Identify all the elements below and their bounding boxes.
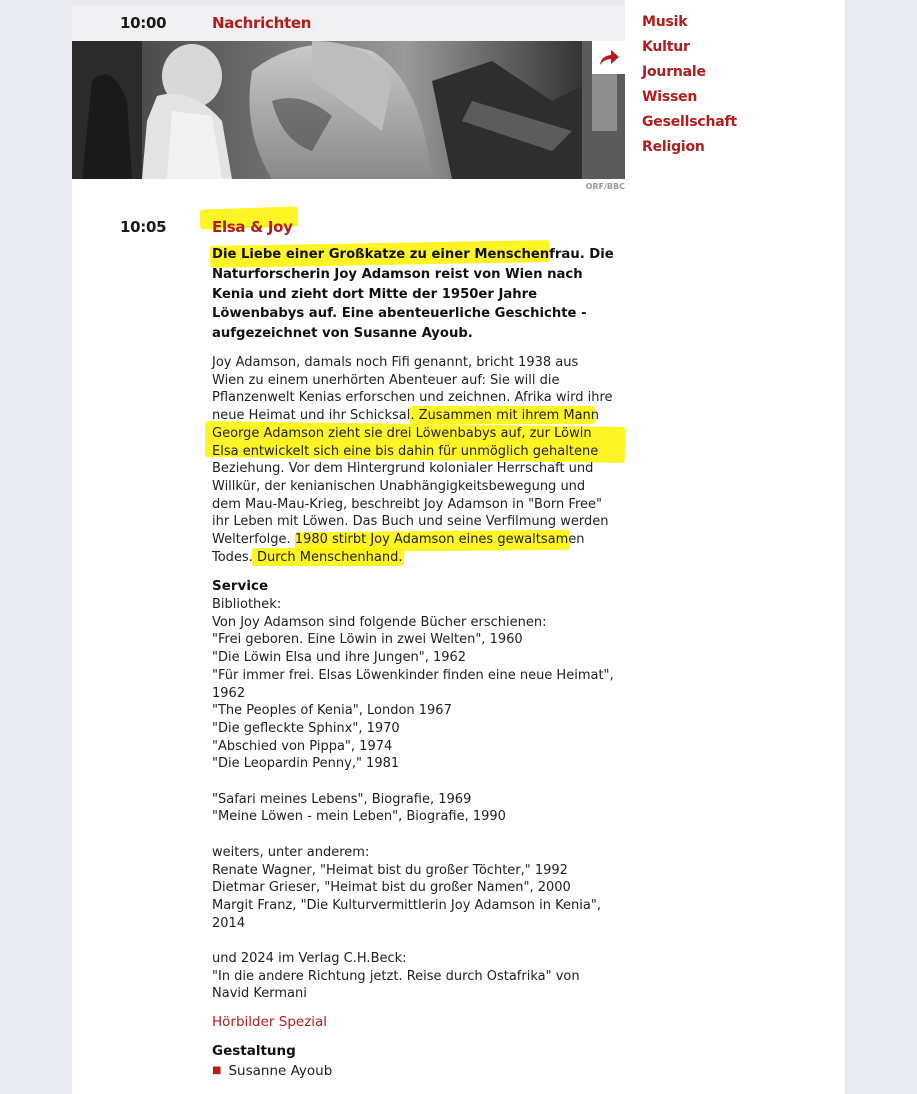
sidebar-nav: [642, 10, 737, 160]
body-line: Wien zu einem unerhörten Abenteuer auf: Sie will die: [212, 372, 560, 388]
service-spacer: [212, 826, 617, 844]
body-line: Elsa entwickelt sich eine bis dahin für unmöglich gehaltene: [212, 443, 599, 459]
service-line: 1962: [212, 685, 246, 701]
schedule-title-link[interactable]: Elsa & Joy: [212, 218, 293, 236]
article-body: [212, 354, 617, 566]
service-line: "Frei geboren. Eine Löwin in zwei Welten", 1960: [212, 632, 523, 648]
article-lead: Die Liebe einer Großkatze zu einer Menschenfrau. Die Naturforscherin Joy Adamson reist von Wien nach Kenia und zieht dort Mitte der 1950er Jahre Löwenbabys auf. Eine abenteuerliche Geschichte - aufgezeichnet von Susanne Ayoub.: [212, 247, 614, 342]
service-line: "Die Leopardin Penny," 1981: [212, 756, 400, 772]
service-line: "Die Löwin Elsa und ihre Jungen", 1962: [212, 650, 467, 666]
share-arrow-icon: [598, 49, 620, 67]
gestaltung-item: [212, 1063, 332, 1079]
service-line: "Safari meines Lebens", Biografie, 1969: [212, 791, 472, 807]
body-line: dem Mau-Mau-Krieg, beschreibt Joy Adamson in "Born Free": [212, 496, 602, 512]
bullet-icon: ■: [212, 1065, 222, 1076]
hero-image: [72, 41, 625, 179]
service-line: "Die gefleckte Sphinx", 1970: [212, 720, 400, 736]
sidebar-item-journale[interactable]: Journale: [642, 64, 706, 80]
service-line: 2014: [212, 915, 246, 931]
service-line: "Für immer frei. Elsas Löwenkinder finden eine neue Heimat",: [212, 667, 614, 683]
service-list: [212, 596, 617, 1003]
image-credit: ORF/BBC: [585, 182, 625, 191]
service-spacer: [212, 932, 617, 950]
sidebar-item-wissen[interactable]: Wissen: [642, 89, 698, 105]
sidebar-item-kultur[interactable]: Kultur: [642, 39, 690, 55]
body-line: neue Heimat und ihr Schicksal. Zusammen mit ihrem Mann: [212, 408, 600, 424]
hoerbilder-link[interactable]: Hörbilder Spezial: [212, 1014, 328, 1030]
body-line: Welterfolge. 1980 stirbt Joy Adamson eines gewaltsamen: [212, 532, 585, 548]
service-line: Bibliothek:: [212, 597, 282, 612]
author-name: Susanne Ayoub: [228, 1063, 333, 1079]
service-line: "In die andere Richtung jetzt. Reise durch Ostafrika" von: [212, 968, 580, 984]
service-line: "Abschied von Pippa", 1974: [212, 738, 393, 754]
schedule-time: 10:00: [120, 14, 167, 32]
share-arrow-button[interactable]: [592, 41, 625, 74]
service-line: Dietmar Grieser, "Heimat bist du großer Namen", 2000: [212, 880, 571, 896]
service-line: Von Joy Adamson sind folgende Bücher erschienen:: [212, 614, 547, 630]
service-line: "Meine Löwen - mein Leben", Biografie, 1990: [212, 809, 506, 825]
body-line: ihr Leben mit Löwen. Das Buch und seine Verfilmung werden: [212, 514, 609, 530]
service-line: und 2024 im Verlag C.H.Beck:: [212, 951, 407, 967]
service-spacer: [212, 773, 617, 791]
service-line: Renate Wagner, "Heimat bist du großer Töchter," 1992: [212, 862, 568, 878]
service-line: Navid Kermani: [212, 986, 307, 1002]
sidebar-item-religion[interactable]: Religion: [642, 139, 705, 155]
body-line: Joy Adamson, damals noch Fifi genannt, bricht 1938 aus: [212, 355, 579, 370]
service-line: Margit Franz, "Die Kulturvermittlerin Joy Adamson in Kenia",: [212, 897, 601, 913]
service-line: "The Peoples of Kenia", London 1967: [212, 703, 452, 719]
body-line: Todes. Durch Menschenhand.: [212, 549, 403, 565]
schedule-time: 10:05: [120, 218, 167, 236]
sidebar-item-gesellschaft[interactable]: Gesellschaft: [642, 114, 737, 130]
body-line: Willkür, der kenianischen Unabhängigkeitsbewegung und: [212, 478, 586, 494]
gestaltung-heading: Gestaltung: [212, 1043, 296, 1059]
service-line: weiters, unter anderem:: [212, 844, 370, 860]
body-line: Pflanzenwelt Kenias erforschen und zeichnen. Afrika wird ihre: [212, 390, 613, 406]
body-line: George Adamson zieht sie drei Löwenbabys auf, zur Löwin: [212, 425, 592, 441]
body-line: Beziehung. Vor dem Hintergrund kolonialer Herrschaft und: [212, 461, 594, 477]
schedule-title-link[interactable]: Nachrichten: [212, 14, 312, 32]
sidebar-item-musik[interactable]: Musik: [642, 14, 688, 30]
service-heading: Service: [212, 578, 269, 594]
